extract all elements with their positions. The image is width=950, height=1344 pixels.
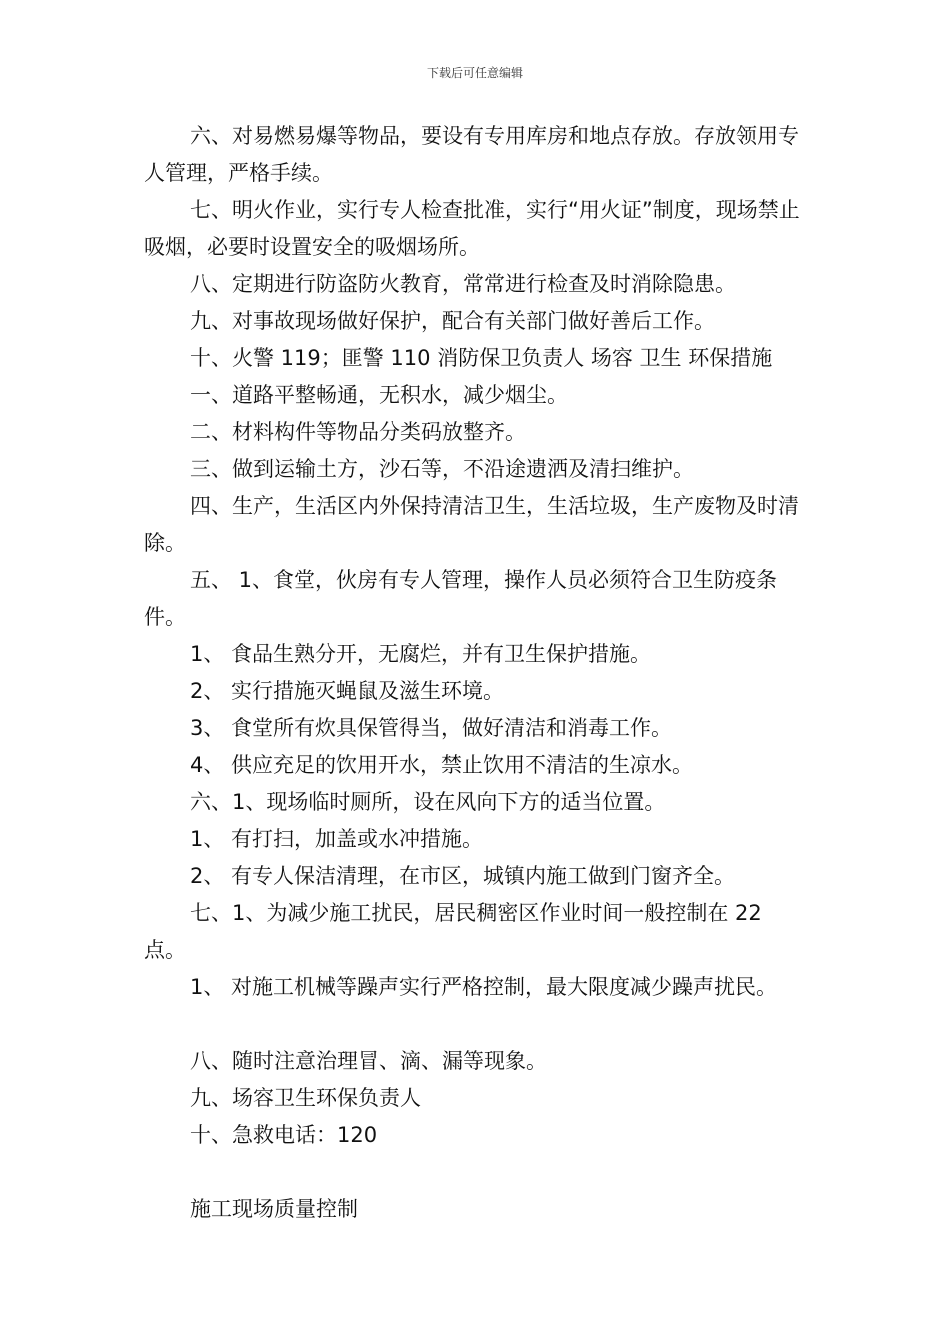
paragraph-11: 1、 食品生熟分开，无腐烂，并有卫生保护措施。: [190, 642, 652, 666]
blank-line: [144, 1006, 804, 1043]
paragraph-18: 七、1、为减少施工扰民，居民稠密区作业时间一般控制在 22 点。: [144, 901, 762, 962]
paragraph-4: 九、对事故现场做好保护，配合有关部门做好善后工作。: [190, 309, 715, 333]
paragraph-20: 八、随时注意治理冒、滴、漏等现象。: [190, 1049, 547, 1073]
paragraph-14: 4、 供应充足的饮用开水，禁止饮用不清洁的生凉水。: [190, 753, 694, 777]
paragraph-8: 三、做到运输土方，沙石等，不沿途遗洒及清扫维护。: [190, 457, 694, 481]
paragraph-3: 八、定期进行防盗防火教育，常常进行检查及时消除隐患。: [190, 272, 736, 296]
paragraph-5: 十、火警 119；匪警 110 消防保卫负责人 场容 卫生 环保措施: [190, 346, 773, 370]
paragraph-6: 一、道路平整畅通，无积水，减少烟尘。: [190, 383, 568, 407]
paragraph-9: 四、生产，生活区内外保持清洁卫生，生活垃圾，生产废物及时清除。: [144, 494, 799, 555]
section-title: 施工现场质量控制: [190, 1197, 358, 1221]
blank-line: [144, 1154, 804, 1191]
paragraph-22: 十、急救电话：120: [190, 1123, 378, 1147]
paragraph-12: 2、 实行措施灭蝇鼠及滋生环境。: [190, 679, 505, 703]
paragraph-21: 九、场容卫生环保负责人: [190, 1086, 421, 1110]
paragraph-19: 1、 对施工机械等躁声实行严格控制，最大限度减少躁声扰民。: [190, 975, 778, 999]
paragraph-16: 1、 有打扫，加盖或水冲措施。: [190, 827, 484, 851]
paragraph-15: 六、1、现场临时厕所，设在风向下方的适当位置。: [190, 790, 666, 814]
paragraph-7: 二、材料构件等物品分类码放整齐。: [190, 420, 526, 444]
paragraph-10: 五、 1、食堂，伙房有专人管理，操作人员必须符合卫生防疫条件。: [144, 568, 778, 629]
paragraph-1: 六、对易燃易爆等物品，要设有专用库房和地点存放。存放领用专人管理，严格手续。: [144, 124, 799, 185]
document-body: [144, 118, 804, 1228]
paragraph-13: 3、 食堂所有炊具保管得当，做好清洁和消毒工作。: [190, 716, 673, 740]
paragraph-17: 2、 有专人保洁清理，在市区，城镇内施工做到门窗齐全。: [190, 864, 736, 888]
paragraph-2: 七、明火作业，实行专人检查批准，实行“用火证”制度，现场禁止吸烟，必要时设置安全的吸烟场所。: [144, 198, 800, 259]
page-header: 下载后可任意编辑: [426, 66, 523, 80]
